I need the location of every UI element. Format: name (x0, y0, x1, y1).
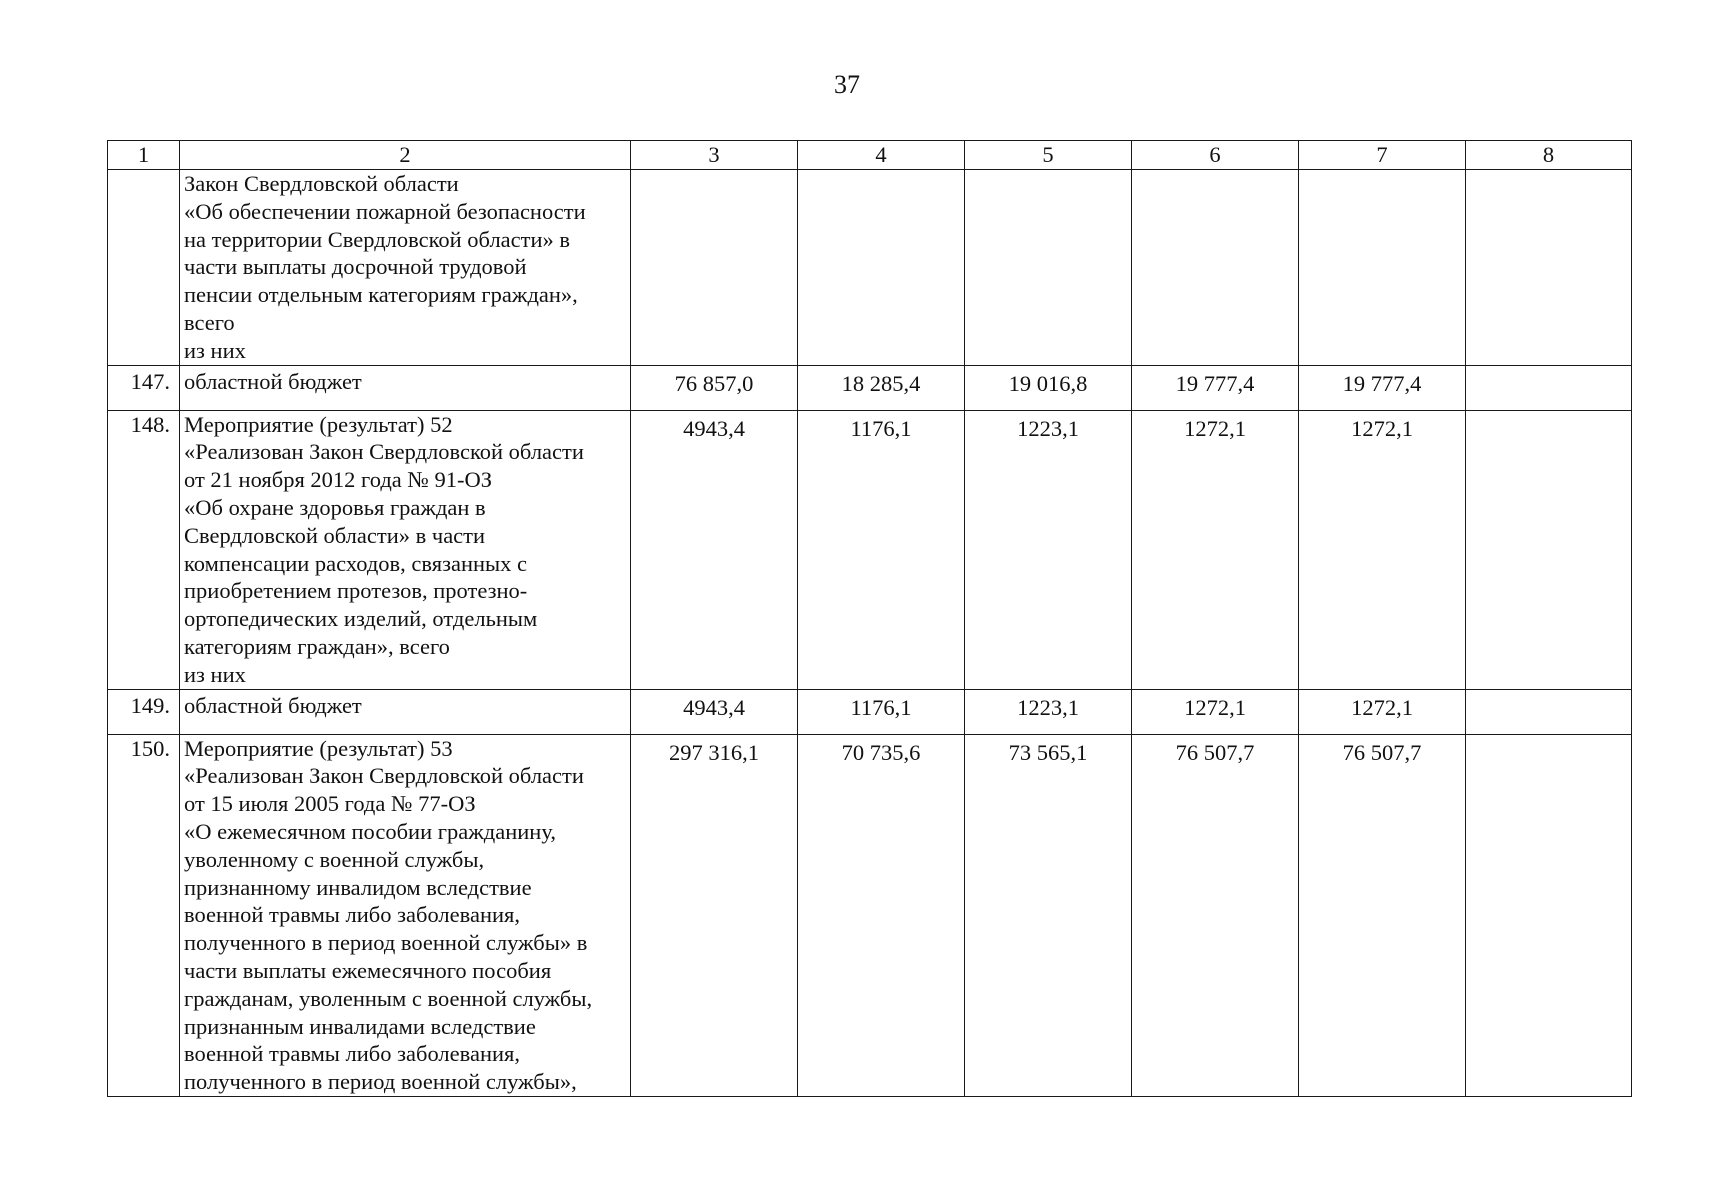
value-col-3: 4943,4 (631, 689, 798, 734)
description-line: гражданам, уволенным с военной службы, (184, 985, 593, 1011)
value-col-3: 4943,4 (631, 410, 798, 689)
description-line: пенсии отдельным категориям граждан», (184, 282, 578, 308)
value-col-8 (1466, 365, 1632, 410)
description-line: Закон Свердловской области (184, 171, 459, 196)
description-line: компенсации расходов, связанных с (184, 550, 528, 576)
description-line: областной бюджет (184, 368, 362, 394)
description-line: всего (184, 309, 235, 335)
value-col-7: 19 777,4 (1299, 365, 1466, 410)
description-line: от 15 июля 2005 года № 77-ОЗ (184, 791, 476, 817)
description-line: «Реализован Закон Свердловской области (184, 439, 584, 465)
table-row (108, 734, 1632, 1096)
description-line: полученного в период военной службы», (184, 1069, 577, 1095)
description-line: из них (184, 337, 246, 363)
description-line: уволенному с военной службы, (184, 846, 485, 872)
description-line: ортопедических изделий, отдельным (184, 606, 538, 632)
description-line: Мероприятие (результат) 53 (184, 735, 453, 761)
value-col-5: 1223,1 (965, 410, 1132, 689)
value-col-5: 73 565,1 (965, 734, 1132, 1096)
row-number: 150. (108, 734, 180, 1096)
description-line: из них (184, 661, 246, 687)
value-col-8 (1466, 734, 1632, 1096)
value-col-4: 18 285,4 (798, 365, 965, 410)
table-row (108, 365, 1632, 410)
row-description (180, 365, 631, 410)
description-line: «Об обеспечении пожарной безопасности (184, 198, 586, 224)
row-number: 148. (108, 410, 180, 689)
value-col-7 (1299, 170, 1466, 366)
description-line: части выплаты ежемесячного пособия (184, 957, 552, 983)
description-line: полученного в период военной службы» в (184, 930, 588, 956)
value-col-3 (631, 170, 798, 366)
description-line: «Об охране здоровья граждан в (184, 494, 486, 520)
value-col-8 (1466, 170, 1632, 366)
row-description (180, 689, 631, 734)
value-col-7: 1272,1 (1299, 689, 1466, 734)
row-number: 149. (108, 689, 180, 734)
description-line: признанным инвалидами вследствие (184, 1013, 536, 1039)
column-header-2: 2 (180, 141, 631, 170)
value-col-7: 76 507,7 (1299, 734, 1466, 1096)
column-header-1: 1 (108, 141, 180, 170)
value-col-4: 70 735,6 (798, 734, 965, 1096)
value-col-8 (1466, 410, 1632, 689)
description-line: приобретением протезов, протезно- (184, 578, 528, 604)
description-line: категориям граждан», всего (184, 633, 450, 659)
value-col-4: 1176,1 (798, 410, 965, 689)
description-line: Свердловской области» в части (184, 522, 486, 548)
description-line: признанному инвалидом вследствие (184, 874, 532, 900)
row-description (180, 170, 631, 366)
value-col-5: 19 016,8 (965, 365, 1132, 410)
value-col-6 (1132, 170, 1299, 366)
budget-table (107, 140, 1632, 1097)
row-description (180, 410, 631, 689)
value-col-3: 297 316,1 (631, 734, 798, 1096)
description-line: областной бюджет (184, 692, 362, 718)
description-line: военной травмы либо заболевания, (184, 1041, 520, 1067)
description-line: военной травмы либо заболевания, (184, 902, 520, 928)
value-col-6: 76 507,7 (1132, 734, 1299, 1096)
column-header-6: 6 (1132, 141, 1299, 170)
row-number (108, 170, 180, 366)
page-number: 37 (834, 70, 860, 99)
value-col-4: 1176,1 (798, 689, 965, 734)
value-col-7: 1272,1 (1299, 410, 1466, 689)
description-line: на территории Свердловской области» в (184, 226, 571, 252)
table-row (108, 689, 1632, 734)
value-col-4 (798, 170, 965, 366)
header-row (108, 141, 1632, 170)
table-header (108, 141, 1632, 170)
column-header-8: 8 (1466, 141, 1632, 170)
column-header-3: 3 (631, 141, 798, 170)
description-line: «О ежемесячном пособии гражданину, (184, 818, 556, 844)
column-header-7: 7 (1299, 141, 1466, 170)
description-line: «Реализован Закон Свердловской области (184, 763, 584, 789)
value-col-5 (965, 170, 1132, 366)
value-col-3: 76 857,0 (631, 365, 798, 410)
table-body (108, 170, 1632, 1097)
row-number: 147. (108, 365, 180, 410)
table-row (108, 170, 1632, 366)
value-col-8 (1466, 689, 1632, 734)
value-col-6: 1272,1 (1132, 410, 1299, 689)
description-line: Мероприятие (результат) 52 (184, 411, 453, 437)
row-description (180, 734, 631, 1096)
description-line: от 21 ноября 2012 года № 91-ОЗ (184, 467, 492, 493)
column-header-5: 5 (965, 141, 1132, 170)
value-col-6: 19 777,4 (1132, 365, 1299, 410)
column-header-4: 4 (798, 141, 965, 170)
description-line: части выплаты досрочной трудовой (184, 254, 527, 280)
table-row (108, 410, 1632, 689)
value-col-5: 1223,1 (965, 689, 1132, 734)
value-col-6: 1272,1 (1132, 689, 1299, 734)
